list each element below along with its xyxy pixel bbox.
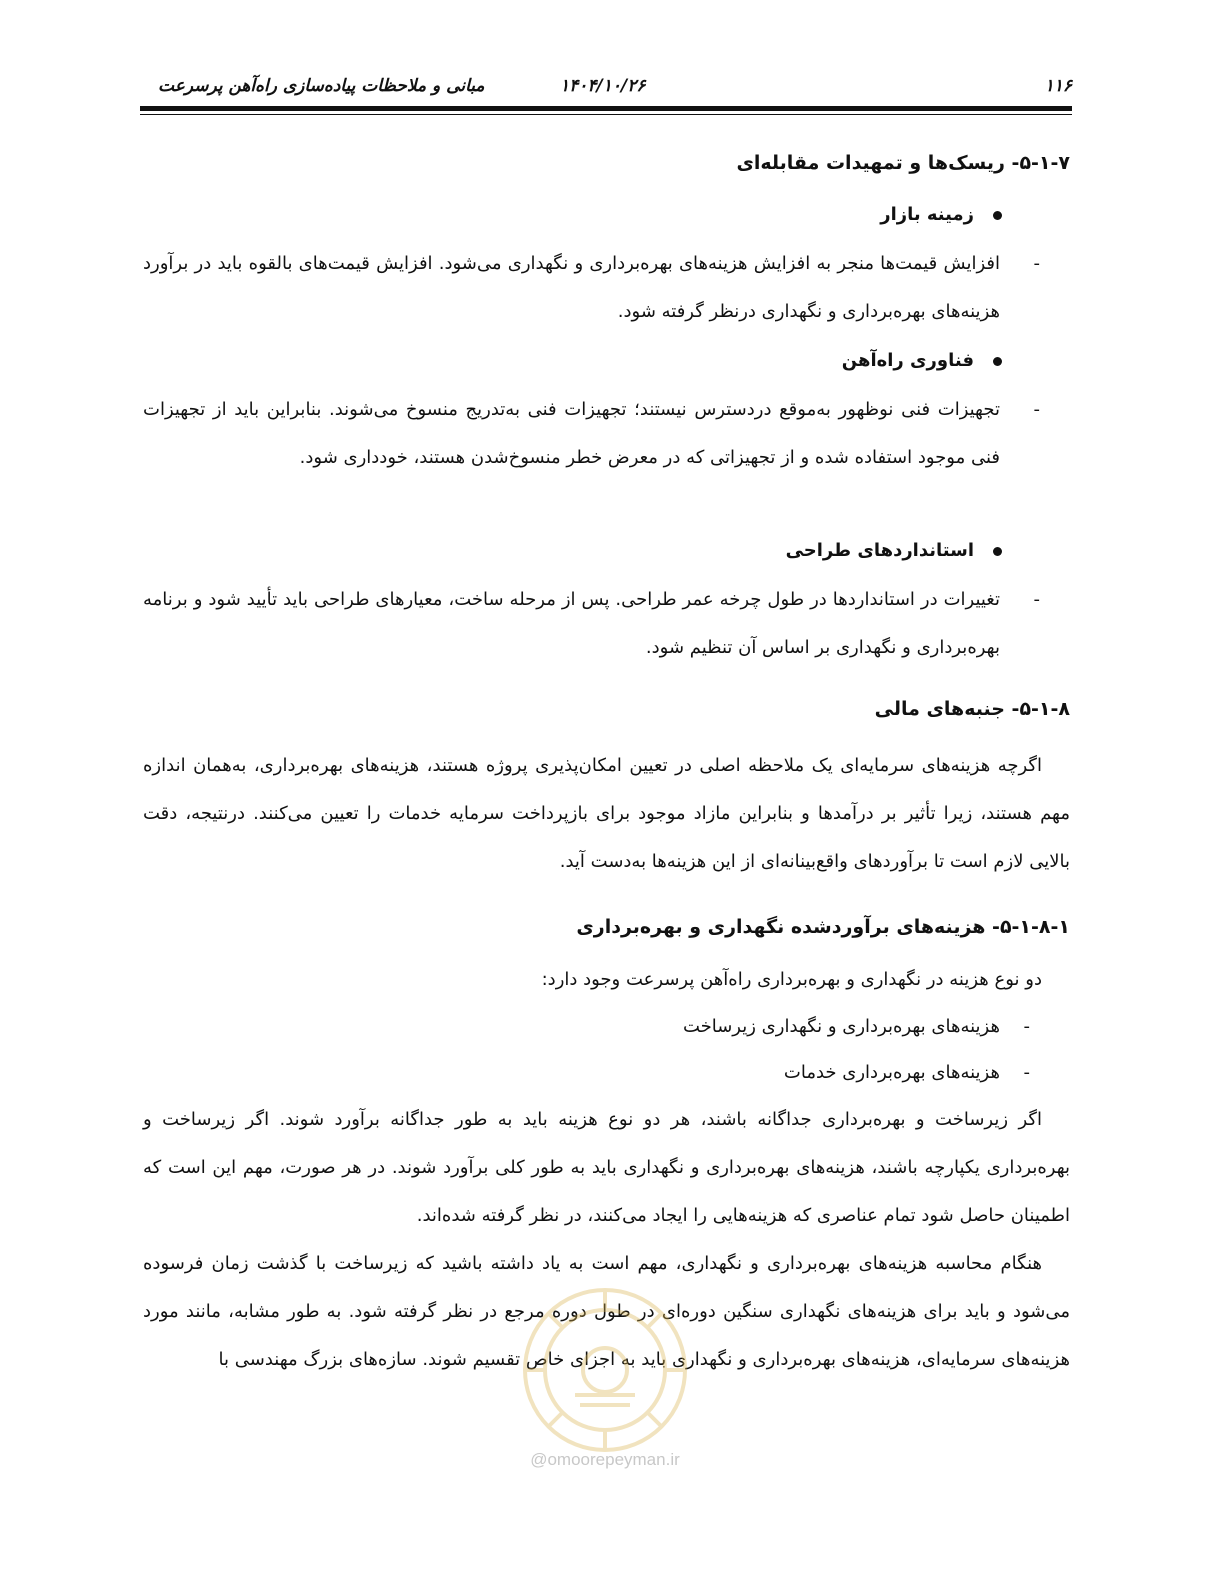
- dash-paragraph: [143, 386, 1070, 482]
- section-heading-8-1: ۵-۱-۸-۱- هزینه‌های برآوردشده نگهداری و بهره‌برداری: [576, 916, 1070, 938]
- page-header: [140, 74, 1072, 102]
- section-heading-8: ۵-۱-۸- جنبه‌های مالی: [874, 698, 1070, 720]
- list-item: [143, 1004, 1070, 1050]
- dash-marker: -: [1023, 1016, 1030, 1037]
- bullet-label: زمینه بازار: [880, 204, 974, 225]
- header-date: ۱۴۰۴/۱۰/۲۶: [560, 76, 646, 96]
- paragraph: اگرچه هزینه‌های سرمایه‌ای یک ملاحظه اصلی در تعیین امکان‌پذیری پروژه هستند، هزینه‌های بهره‌برداری، به‌همان اندازه مهم هستند، زیرا تأثیر بر درآمدها و بنابراین مازاد موجود برای بازپرداخت سرمایه خدمات را تعیین می‌کنند. درنتیجه، دقت بالایی لازم است تا برآوردهای واقع‌بینانه‌ای از این هزینه‌ها به‌دست آید.: [143, 755, 1070, 872]
- bullet-item: [143, 526, 1070, 576]
- bullet-dot: [993, 547, 1002, 556]
- dash-marker: -: [1033, 399, 1040, 420]
- bullet-dot: [993, 357, 1002, 366]
- list-intro: دو نوع هزینه در نگهداری و بهره‌برداری راه‌آهن پرسرعت وجود دارد:: [541, 969, 1042, 990]
- watermark-logo: [500, 1265, 710, 1475]
- bullet-item: [143, 336, 1070, 386]
- watermark-url: @omoorepeyman.ir: [530, 1450, 680, 1469]
- dash-paragraph: [143, 576, 1070, 672]
- dash-marker: -: [1023, 1062, 1030, 1083]
- page-body: [143, 140, 1070, 1384]
- dash-text: تغییرات در استانداردها در طول چرخه عمر طراحی. پس از مرحله ساخت، معیارهای طراحی باید تأیید شود و برنامه بهره‌برداری و نگهداری بر اساس آن تنظیم شود.: [143, 589, 1000, 658]
- bullet-label: استانداردهای طراحی: [785, 540, 974, 561]
- list-item-text: هزینه‌های بهره‌برداری و نگهداری زیرساخت: [682, 1016, 1000, 1037]
- bullet-item: [143, 190, 1070, 240]
- bullet-label: فناوری راه‌آهن: [841, 350, 974, 371]
- page-number: ۱۱۶: [1044, 76, 1072, 96]
- dash-paragraph: [143, 240, 1070, 336]
- running-title: مبانی و ملاحظات پیاده‌سازی راه‌آهن پرسرعت: [158, 76, 485, 96]
- list-item-text: هزینه‌های بهره‌برداری خدمات: [783, 1062, 1000, 1083]
- dash-marker: -: [1033, 589, 1040, 610]
- dash-text: افزایش قیمت‌ها منجر به افزایش هزینه‌های بهره‌برداری و نگهداری می‌شود. افزایش قیمت‌های بالقوه باید در برآورد هزینه‌های بهره‌برداری و نگهداری درنظر گرفته شود.: [143, 253, 1000, 322]
- dash-text: تجهیزات فنی نوظهور به‌موقع دردسترس نیستند؛ تجهیزات فنی به‌تدریج منسوخ می‌شوند. بنابراین باید از تجهیزات فنی موجود استفاده شده و از تجهیزاتی که در معرض خطر منسوخ‌شدن هستند، خودداری شود.: [143, 399, 1000, 468]
- header-rule-thick: [140, 106, 1072, 111]
- paragraph: هنگام محاسبه هزینه‌های بهره‌برداری و نگهداری، مهم است به یاد داشته باشید که زیرساخت با گذشت زمان فرسوده می‌شود و باید برای هزینه‌های نگهداری سنگین دوره‌ای در طول دوره مرجع در نظر گرفته شود. به طور مشابه، مانند مورد هزینه‌های سرمایه‌ای، هزینه‌های بهره‌برداری و نگهداری باید به اجزای خاص تقسیم شوند. سازه‌های بزرگ مهندسی با: [143, 1253, 1070, 1370]
- header-rule-thin: [140, 114, 1072, 115]
- dash-marker: -: [1033, 253, 1040, 274]
- section-heading-7: ۵-۱-۷- ریسک‌ها و تمهیدات مقابله‌ای: [736, 152, 1070, 174]
- list-item: [143, 1050, 1070, 1096]
- bullet-dot: [993, 211, 1002, 220]
- paragraph: اگر زیرساخت و بهره‌برداری جداگانه باشند، هر دو نوع هزینه باید به طور جداگانه برآورد شوند. اگر زیرساخت و بهره‌برداری یکپارچه باشند، هزینه‌های بهره‌برداری و نگهداری باید به طور کلی برآورد شوند. در هر صورت، مهم این است که اطمینان حاصل شود تمام عناصری که هزینه‌هایی را ایجاد می‌کنند، در نظر گرفته شده‌اند.: [143, 1109, 1070, 1226]
